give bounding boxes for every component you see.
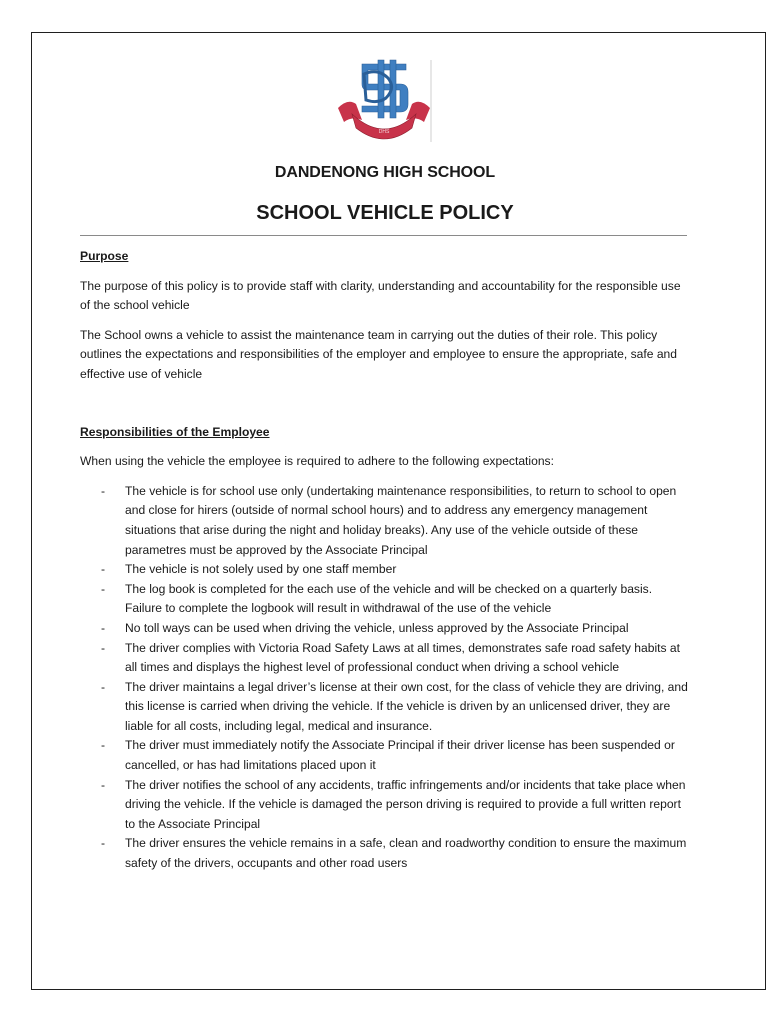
list-item: - The driver notifies the school of any accidents, traffic infringements and/or incidents that take place when driving the vehicle. If the vehicle is damaged the person driving is required to provide a full written report to the Associate Principal: [101, 777, 686, 831]
list-item: - No toll ways can be used when driving the vehicle, unless approved by the Associate Principal: [80, 619, 692, 639]
school-crest-logo: [334, 58, 434, 144]
bullet-dash: -: [101, 777, 106, 792]
purpose-paragraph-2: The School owns a vehicle to assist the maintenance team in carrying out the duties of their role. This policy outlines the expectations and responsibilities of the employer and employee to ensure the appropriate, safe and effective use of vehicle: [80, 327, 678, 381]
bullet-dash: -: [101, 562, 106, 577]
policy-title: SCHOOL VEHICLE POLICY: [256, 202, 514, 224]
bullet-dash: -: [101, 483, 106, 498]
bullet-dash: -: [101, 738, 106, 753]
title-divider: [80, 235, 687, 236]
school-name: DANDENONG HIGH SCHOOL: [274, 164, 496, 181]
responsibilities-heading: Responsibilities of the Employee: [80, 424, 270, 439]
list-item: - The driver complies with Victoria Road Safety Laws at all times, demonstrates safe road safety habits at all times and displays the highest level of professional conduct when driving a school vehicle: [101, 640, 681, 675]
purpose-heading: Purpose: [80, 249, 129, 263]
bullet-dash: -: [101, 581, 106, 596]
bullet-dash: -: [101, 620, 106, 635]
bullet-dash: -: [101, 836, 106, 851]
list-item: - The driver must immediately notify the Associate Principal if their driver license has been suspended or cancelled, or has had limitations placed upon it: [101, 738, 675, 773]
list-item: - The driver maintains a legal driver’s license at their own cost, for the class of vehicle they are driving, and this license is carried when driving the vehicle. If the vehicle is driven by an unlicensed driver, they are liable for all costs, including legal, medical and insurance.: [101, 679, 688, 733]
list-item: - The vehicle is not solely used by one staff member: [80, 560, 692, 580]
purpose-paragraph-1: The purpose of this policy is to provide staff with clarity, understanding and accountability for the responsible use of the school vehicle: [80, 278, 681, 313]
list-item: - The vehicle is for school use only (undertaking maintenance responsibilities, to return to school to open and close for hirers (outside of normal school hours) and to address any emergency management situations that arise during the night and holiday breaks). Any use of the vehicle outside of these parametres must be approved by the Associate Principal: [101, 483, 677, 557]
svg-text:DHS: DHS: [378, 129, 390, 135]
list-item: - The driver ensures the vehicle remains in a safe, clean and roadworthy condition to ensure the maximum safety of the drivers, occupants and other road users: [101, 836, 687, 871]
bullet-dash: -: [101, 640, 106, 655]
bullet-dash: -: [101, 679, 106, 694]
list-item: - The log book is completed for the each use of the vehicle and will be checked on a quarterly basis. Failure to complete the logbook will result in withdrawal of the use of the vehicle: [101, 581, 653, 616]
policy-body: [80, 247, 692, 874]
responsibilities-intro: When using the vehicle the employee is required to adhere to the following expectations:: [80, 454, 554, 469]
responsibilities-list: [80, 482, 692, 874]
